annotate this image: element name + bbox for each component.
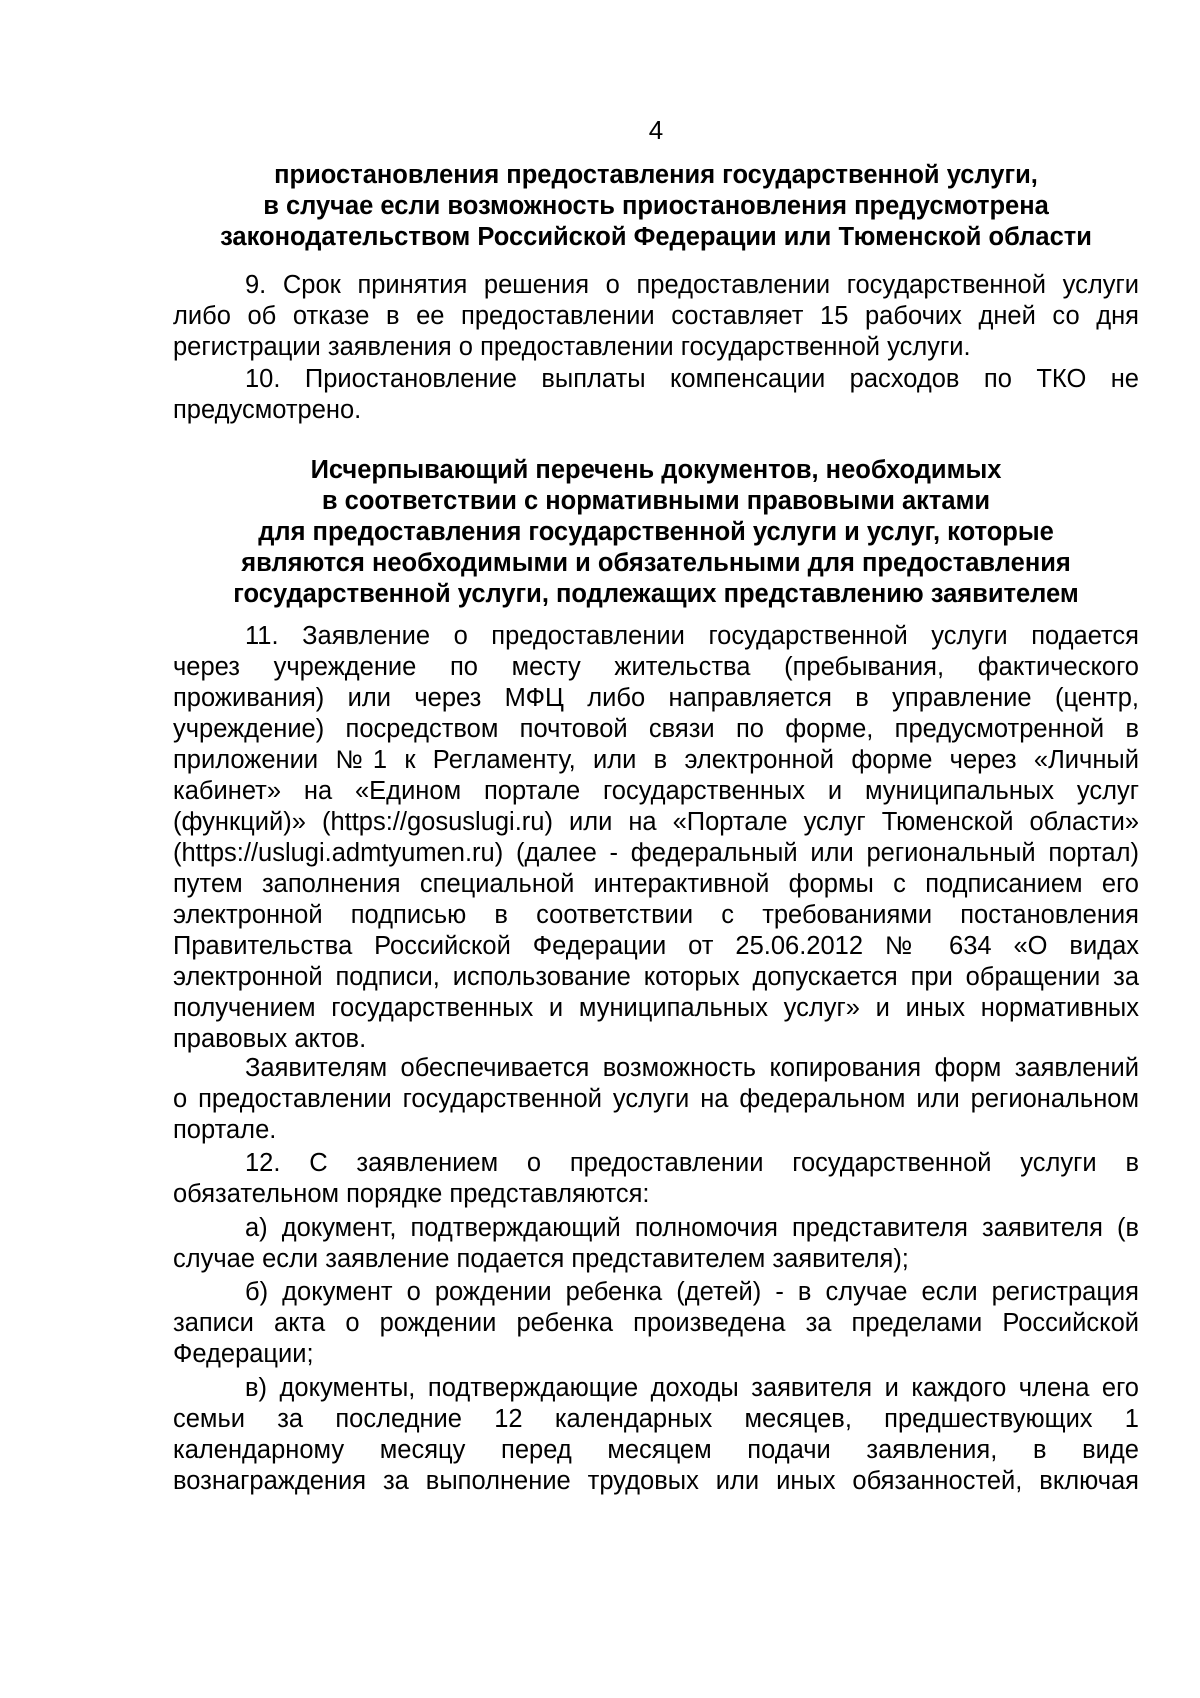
paragraph-line: б) документ о рождении ребенка (детей) - в случае если регистрация (245, 1278, 1139, 1306)
paragraph-12-a (173, 1213, 1139, 1275)
paragraph-line: календарному месяцу перед месяцем подачи заявления, в виде (173, 1436, 1139, 1464)
paragraph-11 (173, 621, 1139, 1055)
section-heading-suspension (163, 160, 1149, 253)
paragraph-11-copy-forms (173, 1053, 1139, 1146)
heading-line: Исчерпывающий перечень документов, необходимых (310, 456, 1002, 484)
paragraph-line: обязательном порядке представляются: (173, 1180, 650, 1208)
paragraph-line: правовых актов. (173, 1025, 367, 1053)
heading-line: государственной услуги, подлежащих представлению заявителем (233, 580, 1079, 608)
paragraph-line: кабинет» на «Едином портале государственных и муниципальных услуг (173, 777, 1139, 805)
paragraph-line: о предоставлении государственной услуги на федеральном или региональном (173, 1085, 1139, 1113)
heading-line: законодательством Российской Федерации или Тюменской области (220, 223, 1092, 251)
section-heading-documents (163, 455, 1149, 610)
paragraph-12-b (173, 1277, 1139, 1370)
heading-line: приостановления предоставления государственной услуги, (274, 161, 1038, 189)
paragraph-line: вознаграждения за выполнение трудовых или иных обязанностей, включая (173, 1467, 1139, 1495)
paragraph-line: путем заполнения специальной интерактивной формы с подписанием его (173, 870, 1139, 898)
paragraph-line: электронной подписи, использование которых допускается при обращении за (173, 963, 1139, 991)
heading-line: в соответствии с нормативными правовыми актами (321, 487, 991, 515)
paragraph-line: в) документы, подтверждающие доходы заявителя и каждого члена его (245, 1374, 1139, 1402)
paragraph-line: 10. Приостановление выплаты компенсации расходов по ТКО не (245, 365, 1139, 393)
paragraph-line: 11. Заявление о предоставлении государственной услуги подается (245, 622, 1139, 650)
paragraph-10 (173, 364, 1139, 426)
paragraph-line: случае если заявление подается представителем заявителя); (173, 1245, 909, 1273)
paragraph-line: семьи за последние 12 календарных месяцев, предшествующих 1 (173, 1405, 1139, 1433)
paragraph-line: Федерации; (173, 1340, 314, 1368)
paragraph-9 (173, 270, 1139, 363)
heading-line: для предоставления государственной услуги и услуг, которые (258, 518, 1054, 546)
heading-line: в случае если возможность приостановления предусмотрена (263, 192, 1049, 220)
paragraph-line: предусмотрено. (173, 396, 362, 424)
paragraph-line: Правительства Российской Федерации от 25.06.2012 № 634 «О видах (173, 932, 1139, 960)
paragraph-line: а) документ, подтверждающий полномочия представителя заявителя (в (245, 1214, 1139, 1242)
paragraph-line: Заявителям обеспечивается возможность копирования форм заявлений (245, 1054, 1139, 1082)
paragraph-line: (https://uslugi.admtyumen.ru) (далее - федеральный или региональный портал) (173, 839, 1139, 867)
paragraph-12 (173, 1148, 1139, 1210)
page-number: 4 (648, 115, 664, 145)
paragraph-line: регистрации заявления о предоставлении государственной услуги. (173, 333, 971, 361)
paragraph-line: записи акта о рождении ребенка произведена за пределами Российской (173, 1309, 1139, 1337)
paragraph-line: проживания) или через МФЦ либо направляется в управление (центр, (173, 684, 1139, 712)
paragraph-line: портале. (173, 1116, 277, 1144)
paragraph-line: (функций)» (https://gosuslugi.ru) или на «Портале услуг Тюменской области» (173, 808, 1139, 836)
paragraph-12-c (173, 1373, 1139, 1497)
paragraph-line: получением государственных и муниципальных услуг» и иных нормативных (173, 994, 1139, 1022)
paragraph-line: учреждение) посредством почтовой связи по форме, предусмотренной в (173, 715, 1139, 743)
paragraph-line: 12. С заявлением о предоставлении государственной услуги в (245, 1149, 1139, 1177)
paragraph-line: через учреждение по месту жительства (пребывания, фактического (173, 653, 1139, 681)
heading-line: являются необходимыми и обязательными для предоставления (241, 549, 1071, 577)
paragraph-line: либо об отказе в ее предоставлении составляет 15 рабочих дней со дня (173, 302, 1139, 330)
paragraph-line: 9. Срок принятия решения о предоставлении государственной услуги (245, 271, 1139, 299)
paragraph-line: приложении №1 к Регламенту, или в электронной форме через «Личный (173, 746, 1139, 774)
paragraph-line: электронной подписью в соответствии с требованиями постановления (173, 901, 1139, 929)
